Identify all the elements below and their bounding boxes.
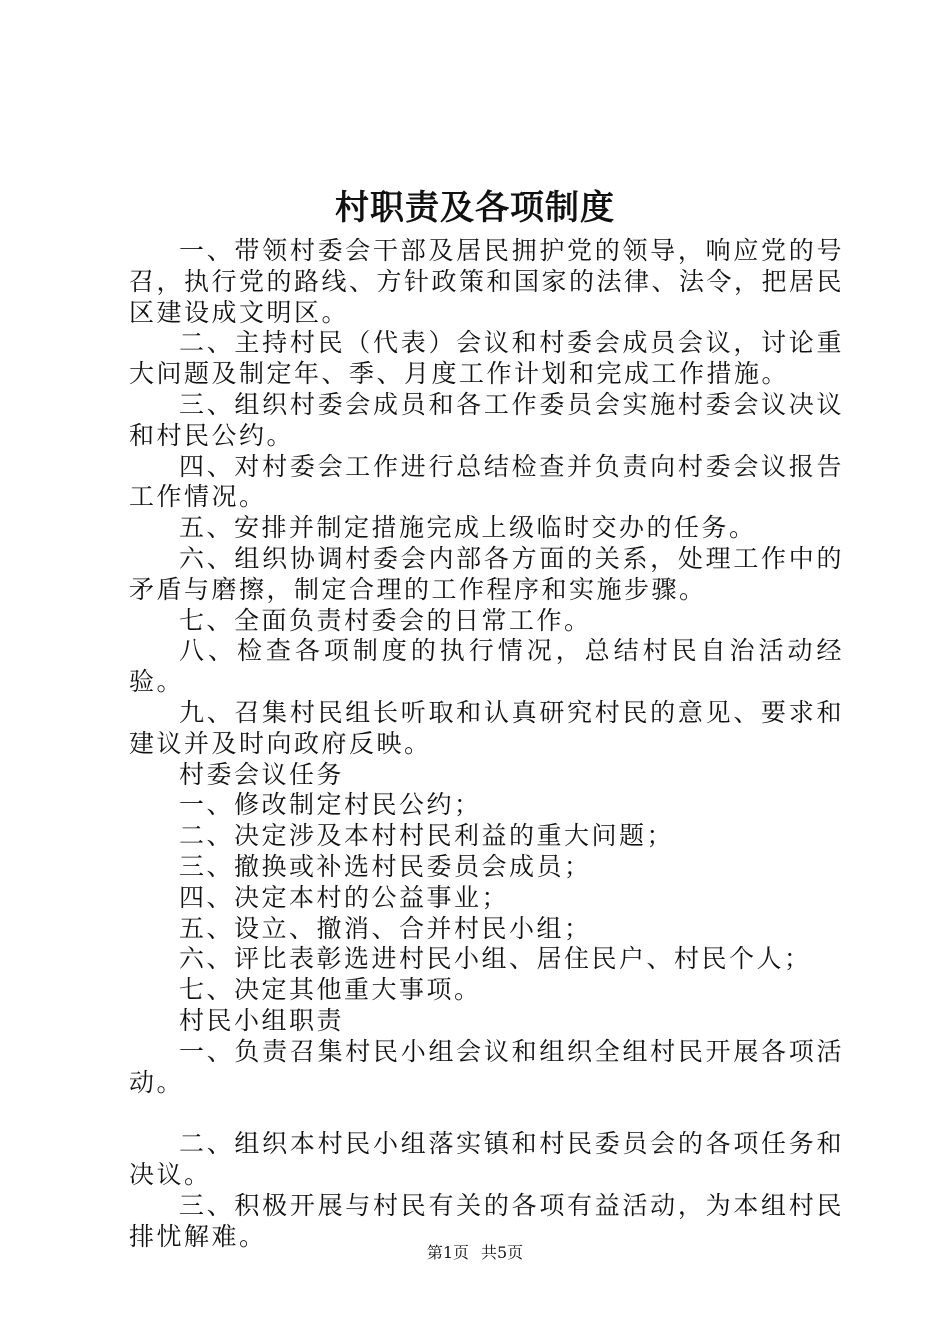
group-item-2: 二、组织本村民小组落实镇和村民委员会的各项任务和决议。 <box>129 1129 844 1189</box>
paragraph-duty-3: 三、组织村委会成员和各工作委员会实施村委会议决议和村民公约。 <box>129 389 844 450</box>
page-footer <box>0 1243 950 1263</box>
blank-line <box>129 1098 844 1129</box>
group-item-1: 一、负责召集村民小组会议和组织全组村民开展各项活动。 <box>129 1036 844 1097</box>
meeting-item-5: 五、设立、撤消、合并村民小组； <box>179 913 592 943</box>
section-heading-meeting: 村委会议任务 <box>179 759 345 789</box>
meeting-item-2: 二、决定涉及本村村民利益的重大问题； <box>179 821 675 851</box>
meeting-item-3: 三、撤换或补选村民委员会成员； <box>179 851 592 881</box>
meeting-item-4: 四、决定本村的公益事业； <box>179 882 510 912</box>
document-body <box>129 236 844 1252</box>
meeting-item-1: 一、修改制定村民公约； <box>179 790 482 820</box>
group-item-3: 三、积极开展与村民有关的各项有益活动，为本组村民排忧解难。 <box>129 1190 844 1251</box>
document-title: 村职责及各项制度 <box>335 188 615 228</box>
paragraph-duty-8: 八、检查各项制度的执行情况，总结村民自治活动经验。 <box>129 636 844 697</box>
paragraph-duty-9: 九、召集村民组长听取和认真研究村民的意见、要求和建议并及时向政府反映。 <box>129 697 844 758</box>
page-number: 第1页 <box>426 1243 469 1262</box>
paragraph-duty-4: 四、对村委会工作进行总结检查并负责向村委会议报告工作情况。 <box>129 451 844 512</box>
paragraph-duty-5: 五、安排并制定措施完成上级临时交办的任务。 <box>179 513 757 543</box>
paragraph-duty-2: 二、主持村民（代表）会议和村委会成员会议，讨论重大问题及制定年、季、月度工作计划和完成工作措施。 <box>129 328 844 389</box>
meeting-item-6: 六、评比表彰选进村民小组、居住民户、村民个人； <box>179 944 812 974</box>
section-heading-group: 村民小组职责 <box>179 1005 345 1035</box>
paragraph-duty-1: 一、带领村委会干部及居民拥护党的领导，响应党的号召，执行党的路线、方针政策和国家的法律、法令，把居民区建设成文明区。 <box>129 236 845 327</box>
paragraph-duty-6: 六、组织协调村委会内部各方面的关系，处理工作中的矛盾与磨擦，制定合理的工作程序和实施步骤。 <box>129 543 844 604</box>
paragraph-duty-7: 七、全面负责村委会的日常工作。 <box>179 605 592 635</box>
meeting-item-7: 七、决定其他重大事项。 <box>179 975 482 1005</box>
page-total: 共5页 <box>481 1243 524 1262</box>
